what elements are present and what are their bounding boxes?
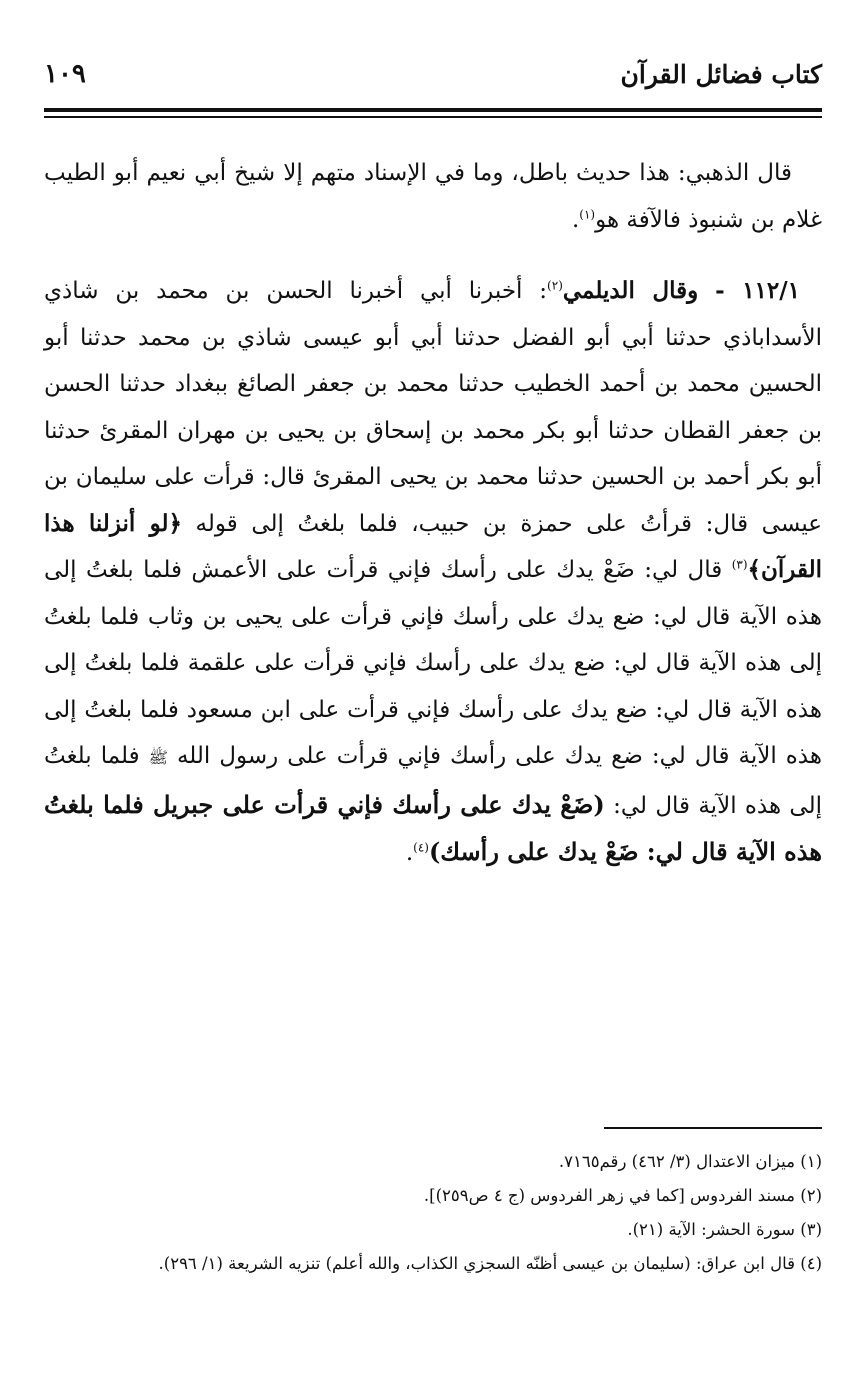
footnote-4: (٤) قال ابن عراق: (سليمان بن عيسى أظنّه السجزي الكذاب، والله أعلم) تنزيه الشريعة (١/ ٢٩٦). [158, 1254, 822, 1273]
header-rule-thick [44, 108, 822, 112]
footnote-separator [604, 1127, 822, 1129]
footnote-1: (١) ميزان الاعتدال (٣/ ٤٦٢) رقم٧١٦٥. [558, 1152, 822, 1171]
honorific-symbol: ﷺ [148, 748, 168, 767]
hadith-quote: (ضَعْ يدك على رأسك فإني قرأت على جبريل فلما بلغتُ هذه الآية قال لي: ضَعْ يدك على رأسك) [44, 789, 822, 866]
header-rule-thin [44, 116, 822, 118]
footnote-ref-3: (٣) [731, 557, 748, 572]
paragraph-dhahabi [44, 150, 822, 243]
hadith-number: ١١٢/١ - [715, 277, 801, 304]
isnad-text: : أخبرنا أبي أخبرنا الحسن بن محمد بن شاذي الأسداباذي حدثنا أبي أبو الفضل حدثنا أبي أبو عيسى شاذي بن محمد حدثنا أبو الحسين محمد بن أحمد الخطيب حدثنا محمد بن جعفر الصائغ ببغداد حدثنا الحسن بن جعفر القطان حدثنا أبو بكر محمد بن إسحاق بن يحيى بن مهران المقرئ حدثنا أبو بكر أحمد بن الحسين حدثنا محمد بن يحيى المقرئ قال: قرأت على سليمان بن عيسى قال: قرأتُ على حمزة بن حبيب، فلما بلغتُ إلى قوله [44, 278, 823, 537]
paragraph-end: . [571, 206, 580, 233]
footnote-2: (٢) مسند الفردوس [كما في زهر الفردوس (ج ٤ ص٢٥٩)]. [423, 1186, 822, 1205]
footnote-3: (٣) سورة الحشر: الآية (٢١). [627, 1220, 822, 1239]
footnote-ref-1: (١) [579, 206, 596, 221]
footnote-ref-2: (٢) [547, 278, 563, 293]
hadith-lead: وقال الديلمي [562, 277, 699, 304]
page-header [44, 52, 822, 96]
footnote-ref-4: (٤) [413, 840, 429, 855]
paragraph-end: . [405, 840, 414, 866]
paragraph-text: قال الذهبي: هذا حديث باطل، وما في الإسناد متهم إلا شيخ أبي نعيم أبو الطيب غلام بن شنبوذ فالآفة هو [44, 160, 822, 233]
footnotes [44, 1145, 822, 1281]
paragraph-hadith [44, 268, 822, 877]
page-number: ١٠٩ [44, 59, 86, 89]
chain-text-end: فلما بلغتُ إلى هذه الآية قال لي: [44, 743, 823, 819]
book-title: كتاب فضائل القرآن [620, 59, 822, 89]
main-text [44, 150, 822, 877]
quran-verse: ﴿لو أنزلنا هذا القرآن﴾ [44, 509, 823, 583]
chain-text: قال لي: ضَعْ يدك على رأسك فإني قرأت على الأعمش فلما بلغتُ إلى هذه الآية قال لي: ضع يدك على رأسك فإني قرأت على يحيى بن وثاب فلما بلغتُ إلى هذه الآية قال لي: ضع يدك على رأسك فإني قرأت على علقمة فلما بلغتُ إلى هذه الآية قال لي: ضع يدك على رأسك فإني قرأت على ابن مسعود فلما بلغتُ إلى هذه الآية قال لي: ضع يدك على رأسك فإني قرأت على رسول الله [44, 557, 823, 769]
